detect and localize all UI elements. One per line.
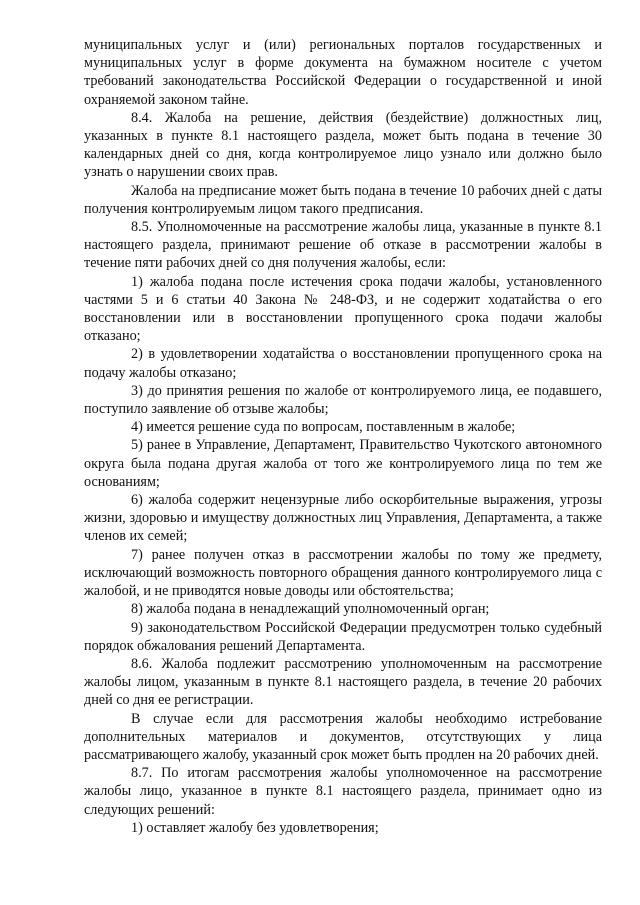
list-item-5: 5) ранее в Управление, Департамент, Правительство Чукотского автономного округа была подана другая жалоба от того же контролируемого лица по тем же основаниям; bbox=[84, 437, 602, 490]
list-item-6: 6) жалоба содержит нецензурные либо оскорбительные выражения, угрозы жизни, здоровью и имуществу должностных лиц Управления, Департамента, а также членов их семей; bbox=[84, 492, 602, 545]
paragraph-8-6: 8.6. Жалоба подлежит рассмотрению уполномоченным на рассмотрение жалобы лицом, указанным в пункте 8.1 настоящего раздела, в течение 20 рабочих дней со дня ее регистрации. bbox=[84, 655, 602, 709]
paragraph-extension: В случае если для рассмотрения жалобы необходимо истребование дополнительных материалов и документов, отсутствующих у лица рассматривающего жалобу, указанный срок может быть продлен на 20 рабочих дней. bbox=[84, 710, 602, 763]
paragraph-continuation: муниципальных услуг и (или) региональных порталов государственных и муниципальных услуг в форме документа на бумажном носителе с учетом требований законодательства Российской Федерации о государственной и иной охраняемой законом тайне. bbox=[84, 37, 602, 108]
document-page bbox=[84, 36, 602, 837]
list-item-3: 3) до принятия решения по жалобе от контролируемого лица, ее подавшего, поступило заявление об отзыве жалобы; bbox=[84, 382, 602, 418]
paragraph-8-5: 8.5. Уполномоченные на рассмотрение жалобы лица, указанные в пункте 8.1 настоящего раздела, принимают решение об отказе в рассмотрении жалобы в течение пяти рабочих дней со дня получения жалобы, если: bbox=[84, 219, 602, 272]
decision-item-1: 1) оставляет жалобу без удовлетворения; bbox=[131, 819, 379, 836]
paragraph-8-4: 8.4. Жалоба на решение, действия (бездействие) должностных лиц, указанных в пункте 8.1 настоящего раздела, может быть подана в течение 30 календарных дней со дня, когда контролируемое лицо узнало или должно было узнать о нарушении своих прав. bbox=[84, 109, 602, 181]
list-item-4: 4) имеется решение суда по вопросам, поставленным в жалобе; bbox=[131, 419, 516, 436]
list-item-2: 2) в удовлетворении ходатайства о восстановлении пропущенного срока на подачу жалобы отказано; bbox=[84, 346, 602, 381]
list-item-1: 1) жалоба подана после истечения срока подачи жалобы, установленного частями 5 и 6 статьи 40 Закона № 248-ФЗ, и не содержит ходатайства о его восстановлении или в восстановлении пропущенного срока подачи жалобы отказано; bbox=[84, 273, 602, 345]
list-item-8: 8) жалоба подана в ненадлежащий уполномоченный орган; bbox=[131, 601, 490, 618]
list-item-9: 9) законодательством Российской Федерации предусмотрен только судебный порядок обжалования решений Департамента. bbox=[84, 619, 602, 654]
list-item-7: 7) ранее получен отказ в рассмотрении жалобы по тому же предмету, исключающий возможность повторного обращения данного контролируемого лица с жалобой, и не приводятся новые доводы или обстоятельства; bbox=[84, 546, 602, 600]
paragraph-prescription-deadline: Жалоба на предписание может быть подана в течение 10 рабочих дней с даты получения контролируемым лицом такого предписания. bbox=[84, 182, 602, 217]
paragraph-8-7: 8.7. По итогам рассмотрения жалобы уполномоченное на рассмотрение жалобы лицо, указанное в пункте 8.1 настоящего раздела, принимает одно из следующих решений: bbox=[84, 765, 602, 818]
